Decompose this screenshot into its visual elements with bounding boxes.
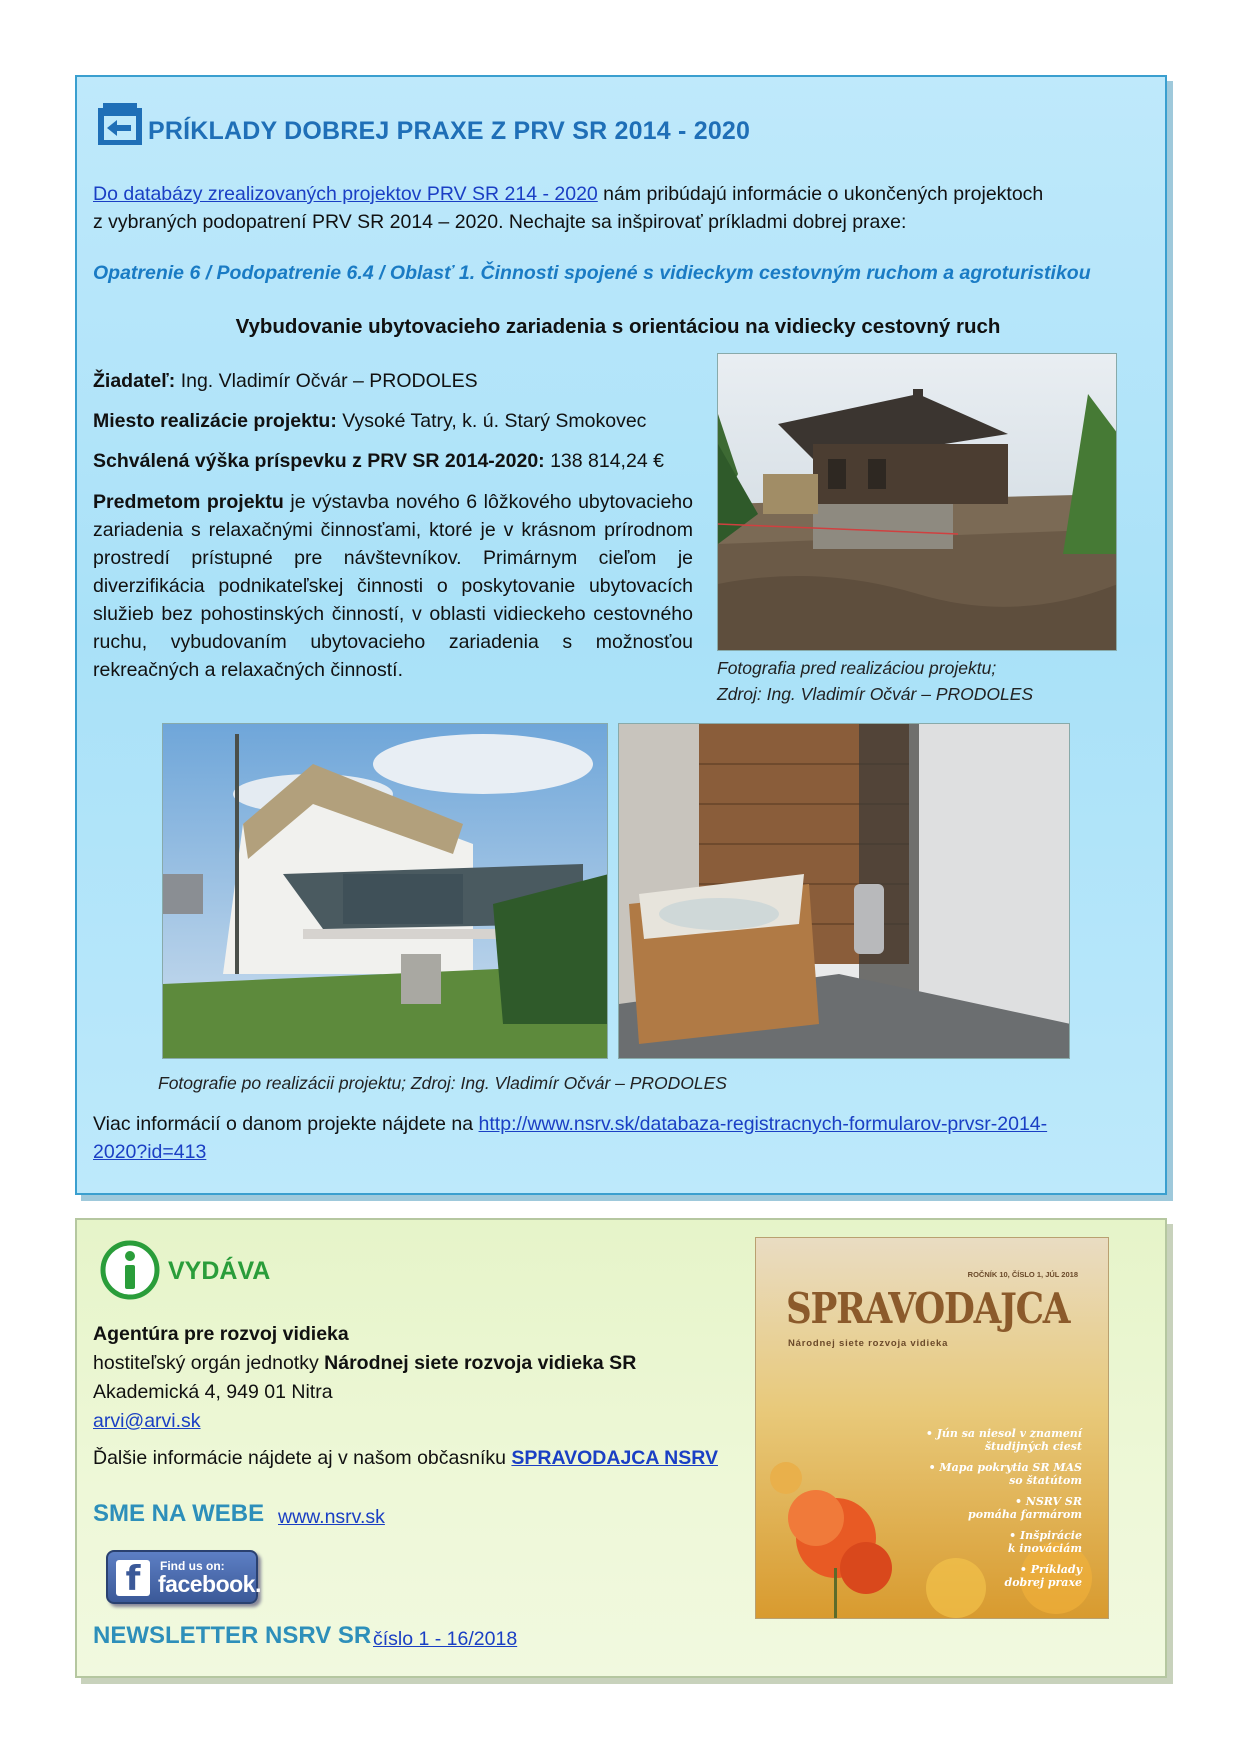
cover-topic: • Mapa pokrytia SR MAS (928, 1461, 1082, 1474)
newsletter-issue-link[interactable]: číslo 1 - 16/2018 (373, 1628, 518, 1650)
photo-before-image (718, 354, 1117, 651)
project-link-continued[interactable]: 2020?id=413 (93, 1141, 207, 1163)
project-link[interactable]: http://www.nsrv.sk/databaza-registracnych-formularov-prvsr-2014- (478, 1113, 1048, 1135)
photo-before (717, 353, 1117, 651)
amount-value: 138 814,24 € (544, 450, 664, 472)
more-info-paragraph (93, 1110, 1153, 1166)
description-label: Predmetom projektu (93, 491, 284, 513)
newsletter-info (93, 1444, 718, 1472)
spravodajca-link[interactable]: SPRAVODAJCA NSRV (511, 1447, 718, 1469)
amount-label: Schválená výška príspevku z PRV SR 2014-2020: (93, 450, 545, 472)
cover-topics (926, 1428, 1082, 1589)
web-link[interactable]: www.nsrv.sk (278, 1506, 385, 1528)
publisher-line2-a: hostiteľský orgán jednotky (93, 1352, 325, 1374)
cover-topic: • NSRV SR (1014, 1495, 1082, 1508)
database-link[interactable]: Do databázy zrealizovaných projektov PRV SR 214 - 2020 (93, 183, 598, 205)
cover-topic: študijných ciest (984, 1439, 1082, 1453)
newsletter-heading: NEWSLETTER NSRV SR (93, 1622, 372, 1649)
photo-after-house (162, 723, 608, 1059)
photo-after-sauna (618, 723, 1070, 1059)
publisher-line2-b: Národnej siete rozvoja vidieka SR (324, 1352, 637, 1374)
publisher-title: VYDÁVA (168, 1257, 271, 1285)
applicant-field (93, 370, 478, 393)
photo-after-house-image (163, 724, 608, 1059)
intro-text-1: nám pribúdajú informácie o ukončených projektoch (597, 183, 1044, 205)
newsletter-issue-wrap (373, 1625, 517, 1653)
web-link-wrap (278, 1503, 385, 1531)
facebook-button[interactable] (106, 1550, 261, 1604)
section-title: PRÍKLADY DOBREJ PRAXE Z PRV SR 2014 - 2020 (148, 117, 751, 145)
spravodajca-cover[interactable] (755, 1237, 1109, 1619)
place-value: Vysoké Tatry, k. ú. Starý Smokovec (336, 410, 647, 432)
newsletter-info-text: Ďalšie informácie nájdete aj v našom občasníku (93, 1447, 512, 1469)
publisher-info (93, 1320, 733, 1436)
email-link[interactable]: arvi@arvi.sk (93, 1410, 201, 1432)
cover-topic: • Jún sa niesol v znamení (925, 1427, 1082, 1440)
more-info-text: Viac informácií o danom projekte nájdete na (93, 1113, 479, 1135)
place-field (93, 410, 646, 433)
applicant-value: Ing. Vladimír Očvár – PRODOLES (175, 370, 478, 392)
publisher-org: Agentúra pre rozvoj vidieka (93, 1323, 349, 1345)
amount-field (93, 450, 664, 473)
cover-topic: • Príklady (1019, 1563, 1082, 1576)
cover-topic: k inováciám (1007, 1541, 1082, 1555)
caption-after: Fotografie po realizácii projektu; Zdroj: Ing. Vladimír Očvár – PRODOLES (158, 1073, 727, 1093)
project-description (93, 488, 693, 684)
publisher-address: Akademická 4, 949 01 Nitra (93, 1381, 333, 1403)
facebook-big-text: facebook. (158, 1571, 261, 1597)
place-label: Miesto realizácie projektu: (93, 410, 337, 432)
intro-paragraph (93, 180, 1143, 236)
cover-topic: • Inšpirácie (1009, 1529, 1082, 1542)
description-text: je výstavba nového 6 lôžkového ubytovacieho zariadenia s relaxačnými činnosťami, ktoré je v krásnom prírodnom prostredí prístupné pre návštevníkov. Primárnym cieľom je diverzifikácia podnikateľskej činnosti o poskytovanie ubytovacích služieb bez pohostinských činností, v oblasti vidieckeho cestovného ruchu, vybudovaním ubytovacieho zariadenia s možnosťou rekreačných a relaxačných činností. (93, 491, 693, 681)
applicant-label: Žiadateľ: (93, 370, 176, 392)
intro-text-2: z vybraných podopatrení PRV SR 2014 – 2020. Nechajte sa inšpirovať príkladmi dobrej praxe: (93, 211, 907, 233)
cover-topic: so štatútom (1009, 1473, 1082, 1487)
measure-heading: Opatrenie 6 / Podopatrenie 6.4 / Oblasť 1. Činnosti spojené s vidieckym cestovným ruchom a agroturistikou (93, 262, 1091, 284)
cover-topic: dobrej praxe (1004, 1575, 1082, 1589)
caption-before-2: Zdroj: Ing. Vladimír Očvár – PRODOLES (717, 684, 1034, 704)
web-heading: SME NA WEBE (93, 1500, 265, 1527)
cover-issue: ROČNÍK 10, ČÍSLO 1, JÚL 2018 (967, 1270, 1078, 1279)
cover-title: SPRAVODAJCA (786, 1284, 1070, 1333)
facebook-icon: f (116, 1560, 150, 1596)
facebook-small-text: Find us on: (160, 1559, 225, 1573)
photo-after-sauna-image (619, 724, 1070, 1059)
cover-subtitle: Národnej siete rozvoja vidieka (788, 1338, 949, 1349)
info-icon (100, 1240, 160, 1300)
caption-before-1: Fotografia pred realizáciou projektu; (717, 658, 997, 678)
document-icon (97, 102, 143, 146)
cover-topic: pomáha farmárom (968, 1507, 1082, 1521)
project-title: Vybudovanie ubytovacieho zariadenia s orientáciou na vidiecky cestovný ruch (235, 315, 1001, 338)
